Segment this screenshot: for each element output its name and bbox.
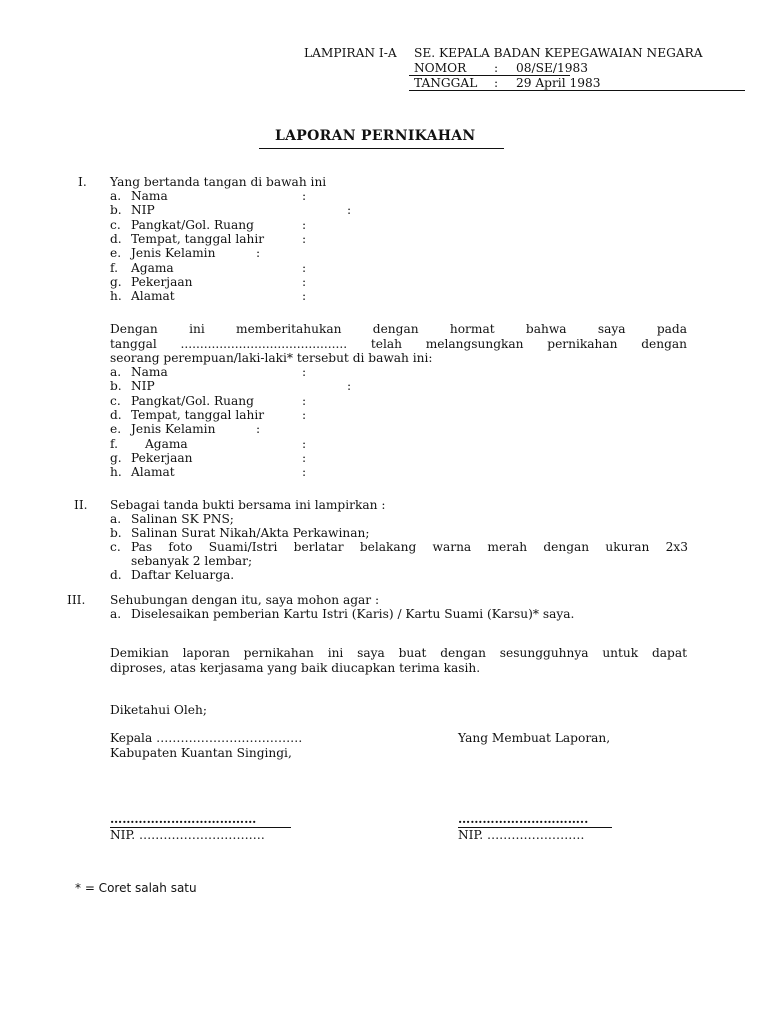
field-label: Alamat bbox=[131, 289, 175, 304]
field-letter: d. bbox=[110, 407, 122, 422]
field-colon: : bbox=[302, 231, 307, 246]
nomor-colon: : bbox=[494, 61, 499, 75]
field-colon: : bbox=[347, 379, 352, 394]
field-letter: f. bbox=[110, 436, 118, 451]
field-label: Pangkat/Gol. Ruang bbox=[131, 393, 254, 408]
field-letter: a. bbox=[110, 189, 122, 203]
page-title: LAPORAN PERNIKAHAN bbox=[275, 128, 476, 144]
attachment-letter: b. bbox=[110, 526, 122, 540]
field-letter: h. bbox=[110, 289, 122, 304]
section-2-number: II. bbox=[74, 498, 88, 512]
footnote: * = Coret salah satu bbox=[75, 881, 197, 895]
field-colon: : bbox=[302, 289, 307, 304]
notice-line-1: Dengan ini memberitahukan dengan hormat bahwa saya pada bbox=[110, 322, 687, 336]
field-colon: : bbox=[302, 365, 307, 379]
field-colon: : bbox=[302, 436, 307, 451]
title-underline bbox=[259, 148, 504, 149]
reporter-label: Yang Membuat Laporan, bbox=[458, 731, 611, 745]
field-label: Jenis Kelamin bbox=[131, 246, 216, 261]
field-colon: : bbox=[302, 274, 307, 289]
nomor-label: NOMOR bbox=[414, 61, 467, 75]
field-label: Agama bbox=[131, 260, 174, 275]
header-rule-2 bbox=[409, 90, 745, 91]
tanggal-colon: : bbox=[494, 76, 499, 90]
field-label: Nama bbox=[131, 189, 168, 203]
field-colon: : bbox=[347, 203, 352, 218]
field-letter: h. bbox=[110, 465, 122, 480]
attachment-item: Daftar Keluarga. bbox=[131, 568, 235, 582]
field-letter: c. bbox=[110, 393, 121, 408]
closing-line-2: diproses, atas kerjasama yang baik diucapkan terima kasih. bbox=[110, 661, 481, 675]
field-colon: : bbox=[302, 260, 307, 275]
section-3-number: III. bbox=[67, 593, 86, 607]
left-signature-line: ……………………………… bbox=[110, 812, 257, 826]
field-label: Pekerjaan bbox=[131, 274, 193, 289]
section-3-intro: Sehubungan dengan itu, saya mohon agar : bbox=[110, 593, 380, 607]
field-letter: a. bbox=[110, 365, 122, 379]
regency-label: Kabupaten Kuantan Singingi, bbox=[110, 746, 292, 760]
field-colon: : bbox=[256, 246, 261, 261]
notice-line-3: seorang perempuan/laki-laki* tersebut di bawah ini: bbox=[110, 351, 433, 365]
field-label: Pangkat/Gol. Ruang bbox=[131, 217, 254, 232]
se-title: SE. KEPALA BADAN KEPEGAWAIAN NEGARA bbox=[414, 46, 703, 60]
field-label: Tempat, tanggal lahir bbox=[131, 231, 265, 246]
attachment-item-cont: sebanyak 2 lembar; bbox=[131, 554, 253, 568]
attachment-letter: a. bbox=[110, 512, 122, 526]
field-colon: : bbox=[302, 465, 307, 480]
lampiran-label: LAMPIRAN I-A bbox=[304, 46, 397, 60]
field-letter: f. bbox=[110, 260, 118, 275]
attachment-item: Salinan Surat Nikah/Akta Perkawinan; bbox=[131, 526, 370, 540]
field-colon: : bbox=[302, 393, 307, 408]
field-label: Alamat bbox=[131, 465, 175, 480]
section-1-number: I. bbox=[78, 175, 87, 189]
field-label: Pekerjaan bbox=[131, 450, 193, 465]
attachment-letter: c. bbox=[110, 540, 121, 554]
field-colon: : bbox=[302, 450, 307, 465]
section-2-intro: Sebagai tanda bukti bersama ini lampirkan : bbox=[110, 498, 386, 512]
field-letter: b. bbox=[110, 379, 122, 394]
field-letter: g. bbox=[110, 450, 122, 465]
section-1-intro: Yang bertanda tangan di bawah ini bbox=[110, 175, 327, 189]
attachment-letter: d. bbox=[110, 568, 122, 582]
field-letter: c. bbox=[110, 217, 121, 232]
attachment-item: Pas foto Suami/Istri berlatar belakang warna merah dengan ukuran 2x3 bbox=[131, 540, 688, 554]
request-letter: a. bbox=[110, 607, 122, 621]
field-label: Tempat, tanggal lahir bbox=[131, 407, 265, 422]
field-colon: : bbox=[302, 407, 307, 422]
tanggal-value: 29 April 1983 bbox=[516, 76, 601, 90]
notice-line-2: tanggal ........................................... telah melangsungkan pernikahan dengan bbox=[110, 337, 687, 351]
right-nip: NIP. …………………… bbox=[458, 828, 585, 842]
field-label: Nama bbox=[131, 365, 168, 379]
field-letter: e. bbox=[110, 246, 122, 261]
closing-line-1: Demikian laporan pernikahan ini saya buat dengan sesungguhnya untuk dapat bbox=[110, 646, 687, 660]
field-colon: : bbox=[302, 189, 307, 203]
right-signature-line: ………………………….. bbox=[458, 812, 589, 826]
field-letter: e. bbox=[110, 422, 122, 437]
tanggal-label: TANGGAL bbox=[414, 76, 478, 90]
nomor-value: 08/SE/1983 bbox=[516, 61, 588, 75]
field-label: NIP bbox=[131, 379, 155, 394]
field-letter: d. bbox=[110, 231, 122, 246]
field-label: Jenis Kelamin bbox=[131, 422, 216, 437]
field-colon: : bbox=[256, 422, 261, 437]
attachment-item: Salinan SK PNS; bbox=[131, 512, 234, 526]
head-label: Kepala ……………………………… bbox=[110, 731, 303, 745]
field-letter: g. bbox=[110, 274, 122, 289]
field-label: Agama bbox=[145, 436, 188, 451]
field-colon: : bbox=[302, 217, 307, 232]
field-label: NIP bbox=[131, 203, 155, 218]
request-item: Diselesaikan pemberian Kartu Istri (Karis) / Kartu Suami (Karsu)* saya. bbox=[131, 607, 575, 621]
field-letter: b. bbox=[110, 203, 122, 218]
known-by-label: Diketahui Oleh; bbox=[110, 703, 207, 717]
left-nip: NIP. …………………………. bbox=[110, 828, 265, 842]
